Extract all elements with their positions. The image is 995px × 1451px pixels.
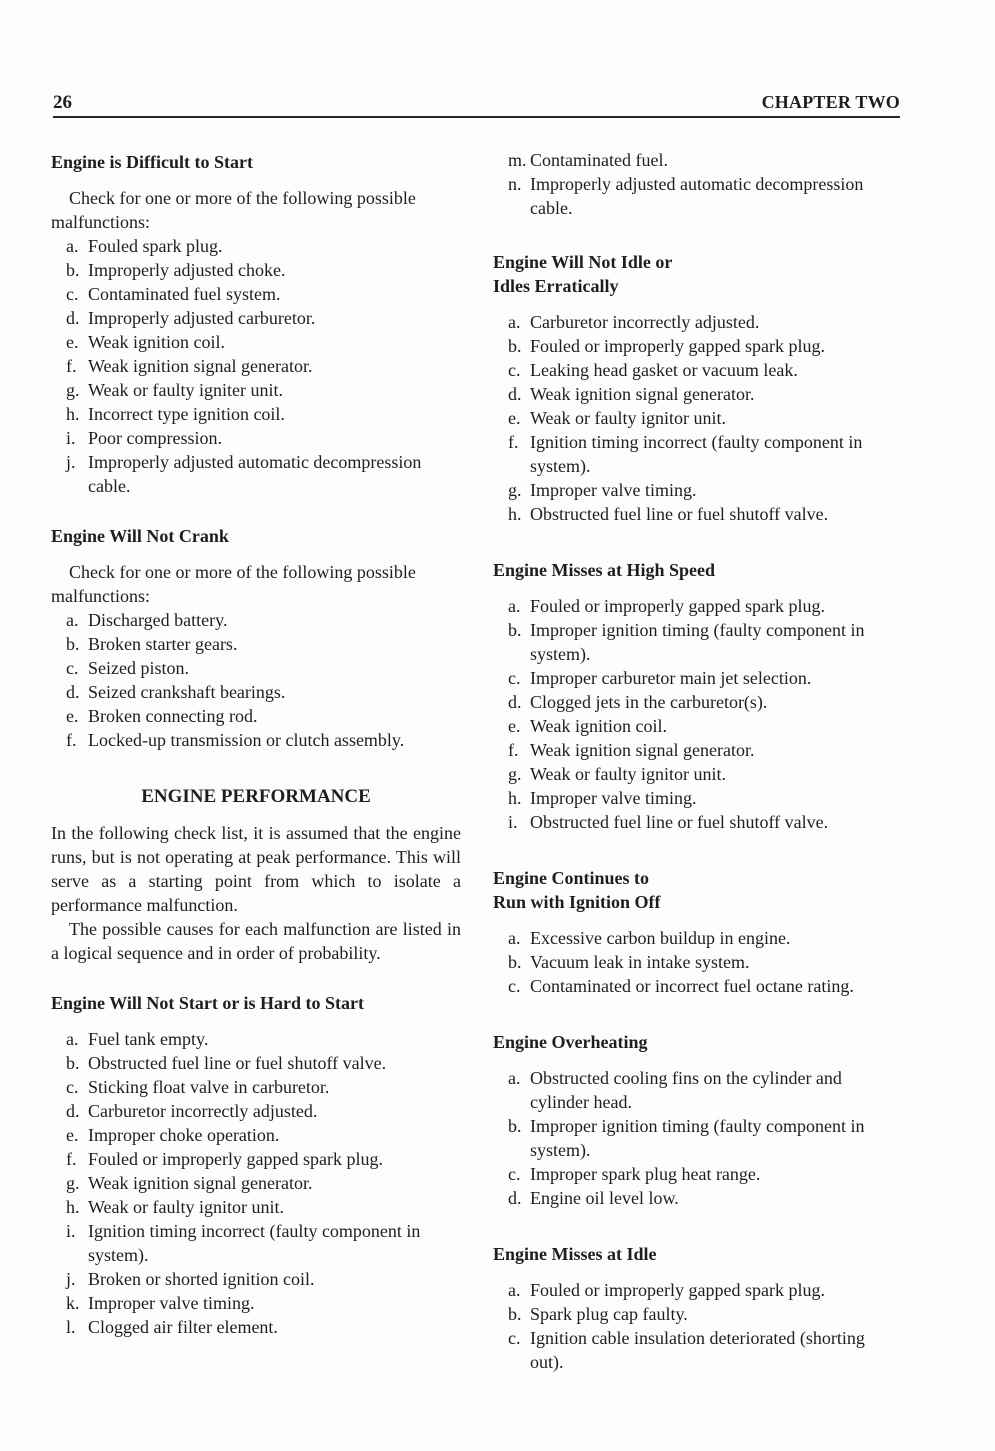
list-item (493, 714, 901, 738)
section-heading-engine-performance: ENGINE PERFORMANCE (141, 786, 371, 807)
list-item (51, 1267, 461, 1291)
list-misses-at-idle (493, 1278, 901, 1374)
list-item-text: Engine oil level low. (530, 1188, 679, 1208)
list-item-text: Broken starter gears. (88, 634, 238, 654)
list-item (51, 330, 461, 354)
list-item (493, 502, 901, 526)
list-item-marker: h. (66, 404, 80, 424)
list-item (51, 632, 461, 656)
list-item-text: Sticking float valve in carburetor. (88, 1077, 330, 1097)
list-item (493, 1114, 901, 1162)
list-item-text: Contaminated or incorrect fuel octane rating. (530, 976, 854, 996)
list-item-text: Fuel tank empty. (88, 1029, 209, 1049)
list-item (51, 1171, 461, 1195)
list-item-text: Improperly adjusted choke. (88, 260, 286, 280)
list-item (51, 1123, 461, 1147)
list-item-text: Excessive carbon buildup in engine. (530, 928, 791, 948)
list-item-text: Poor compression. (88, 428, 222, 448)
heading-line: Engine Continues to (493, 868, 650, 888)
list-item-text: Improper valve timing. (530, 480, 697, 500)
list-difficult-start (51, 234, 461, 498)
heading-line: Run with Ignition Off (493, 892, 661, 912)
list-item-marker: c. (508, 1164, 521, 1184)
right-column (493, 150, 901, 1374)
list-item-marker: c. (508, 360, 521, 380)
list-item (493, 382, 901, 406)
list-item (51, 258, 461, 282)
chapter-title: CHAPTER TWO (761, 92, 900, 112)
section-heading-hard-to-start: Engine Will Not Start or is Hard to Start (51, 993, 365, 1013)
list-item-marker: n. (508, 174, 522, 194)
list-item-marker: f. (66, 730, 77, 750)
list-item-text: Broken connecting rod. (88, 706, 258, 726)
list-item-text: Leaking head gasket or vacuum leak. (530, 360, 798, 380)
list-item-marker: i. (508, 812, 518, 832)
list-item (51, 426, 461, 450)
list-item-text: Contaminated fuel. (530, 150, 668, 170)
list-item-text: Weak ignition signal generator. (530, 740, 755, 760)
list-item-marker: c. (508, 1328, 521, 1348)
list-item-marker: f. (66, 356, 77, 376)
list-item (493, 762, 901, 786)
list-item-text: Broken or shorted ignition coil. (88, 1269, 315, 1289)
list-item-text: Weak ignition coil. (88, 332, 226, 352)
left-column (51, 150, 461, 1339)
list-item-text: Fouled or improperly gapped spark plug. (530, 336, 825, 356)
list-item (493, 950, 901, 974)
list-item (51, 1219, 461, 1267)
list-item-marker: b. (508, 336, 522, 356)
list-item-text: Improper carburetor main jet selection. (530, 668, 812, 688)
list-item-text: Weak or faulty ignitor unit. (530, 408, 727, 428)
list-item-text: Ignition timing incorrect (faulty component in system). (530, 432, 863, 476)
list-item-text: Improper valve timing. (88, 1293, 255, 1313)
page-header (53, 90, 900, 118)
list-item (51, 1027, 461, 1051)
list-item-marker: d. (66, 308, 80, 328)
list-item (51, 1147, 461, 1171)
list-item-marker: f. (508, 432, 519, 452)
list-item (51, 656, 461, 680)
list-item (493, 974, 901, 998)
list-item (51, 1291, 461, 1315)
list-will-not-crank (51, 608, 461, 752)
list-item-text: Ignition cable insulation deteriorated (shorting out). (530, 1328, 865, 1372)
list-item-marker: d. (508, 1188, 522, 1208)
list-item (493, 1066, 901, 1114)
list-hard-to-start (51, 1027, 461, 1339)
list-item-marker: h. (66, 1197, 80, 1217)
list-item (51, 402, 461, 426)
list-difficult-start-continued (493, 148, 901, 220)
list-item (51, 354, 461, 378)
list-item-marker: d. (508, 384, 522, 404)
list-item-marker: b. (66, 260, 80, 280)
section-heading-continues-to-run (493, 866, 901, 914)
list-item (493, 148, 901, 172)
list-item (51, 234, 461, 258)
performance-paragraph-1: In the following check list, it is assumed that the engine runs, but is not operating at peak performance. This will serve as a starting point from which to isolate a performance malfunction. (51, 823, 461, 915)
list-item-text: Clogged jets in the carburetor(s). (530, 692, 768, 712)
list-item-marker: c. (66, 1077, 79, 1097)
heading-line: Idles Erratically (493, 276, 619, 296)
list-item-text: Locked-up transmission or clutch assembly. (88, 730, 405, 750)
list-item-marker: a. (508, 596, 521, 616)
list-item (51, 378, 461, 402)
list-item (493, 810, 901, 834)
list-item-text: Obstructed fuel line or fuel shutoff valve. (530, 504, 829, 524)
list-item-marker: b. (66, 634, 80, 654)
list-item-text: Fouled or improperly gapped spark plug. (88, 1149, 383, 1169)
list-item-marker: e. (66, 706, 79, 726)
list-item-text: Obstructed cooling fins on the cylinder and cylinder head. (530, 1068, 842, 1112)
list-item-marker: d. (66, 1101, 80, 1121)
list-item-marker: a. (508, 1068, 521, 1088)
list-item (51, 282, 461, 306)
list-item (493, 1186, 901, 1210)
list-item-text: Weak or faulty igniter unit. (88, 380, 283, 400)
list-item-marker: f. (66, 1149, 77, 1169)
list-item-text: Seized crankshaft bearings. (88, 682, 286, 702)
list-item-marker: g. (66, 1173, 80, 1193)
list-item (493, 358, 901, 382)
list-item (51, 1075, 461, 1099)
list-item-marker: c. (508, 668, 521, 688)
list-item-text: Discharged battery. (88, 610, 228, 630)
list-item (493, 172, 901, 220)
list-item-marker: a. (66, 1029, 79, 1049)
list-item (493, 1302, 901, 1326)
list-item (493, 738, 901, 762)
list-item-text: Incorrect type ignition coil. (88, 404, 285, 424)
list-item-marker: a. (508, 312, 521, 332)
list-item-text: Fouled or improperly gapped spark plug. (530, 596, 825, 616)
list-item (493, 594, 901, 618)
list-item (493, 690, 901, 714)
list-item-text: Contaminated fuel system. (88, 284, 281, 304)
section-intro: Check for one or more of the following possible malfunctions: (51, 562, 416, 606)
list-item-marker: a. (66, 610, 79, 630)
section-heading-misses-high-speed: Engine Misses at High Speed (493, 560, 716, 580)
list-item-text: Improper valve timing. (530, 788, 697, 808)
list-item-marker: a. (508, 1280, 521, 1300)
list-item-text: Improper spark plug heat range. (530, 1164, 761, 1184)
list-item-marker: b. (508, 952, 522, 972)
section-heading-will-not-crank: Engine Will Not Crank (51, 526, 229, 546)
list-item (493, 310, 901, 334)
list-item-marker: e. (508, 408, 521, 428)
section-heading-misses-at-idle: Engine Misses at Idle (493, 1244, 657, 1264)
list-item-marker: j. (66, 1269, 76, 1289)
list-item (493, 666, 901, 690)
list-item-marker: i. (66, 428, 76, 448)
list-item-marker: e. (66, 332, 79, 352)
list-item (493, 430, 901, 478)
list-item-marker: a. (508, 928, 521, 948)
list-item-marker: h. (508, 788, 522, 808)
list-item-marker: g. (508, 480, 522, 500)
list-item-marker: j. (66, 452, 76, 472)
list-item-marker: d. (508, 692, 522, 712)
list-item-marker: f. (508, 740, 519, 760)
list-item-text: Fouled spark plug. (88, 236, 223, 256)
list-item-text: Weak or faulty ignitor unit. (88, 1197, 285, 1217)
list-item-text: Improperly adjusted automatic decompression cable. (530, 174, 864, 218)
list-item-marker: e. (66, 1125, 79, 1145)
list-item-marker: h. (508, 504, 522, 524)
list-item-marker: g. (508, 764, 522, 784)
list-misses-high-speed (493, 594, 901, 834)
list-item (493, 926, 901, 950)
list-item-marker: m. (508, 150, 527, 170)
list-item-marker: c. (508, 976, 521, 996)
list-item (51, 1315, 461, 1339)
list-item-text: Improper choke operation. (88, 1125, 280, 1145)
list-item (493, 334, 901, 358)
list-item-marker: b. (508, 620, 522, 640)
list-item-marker: b. (66, 1053, 80, 1073)
list-item-text: Obstructed fuel line or fuel shutoff valve. (88, 1053, 387, 1073)
heading-line: Engine Will Not Idle or (493, 252, 673, 272)
list-continues-to-run (493, 926, 901, 998)
section-heading-will-not-idle (493, 250, 901, 298)
list-item (493, 618, 901, 666)
list-will-not-idle (493, 310, 901, 526)
list-item-text: Clogged air filter element. (88, 1317, 278, 1337)
page-number: 26 (53, 92, 72, 113)
list-item-text: Improper ignition timing (faulty component in system). (530, 1116, 865, 1160)
list-item-text: Weak ignition signal generator. (88, 1173, 313, 1193)
list-item-text: Weak ignition signal generator. (530, 384, 755, 404)
list-item-text: Weak ignition coil. (530, 716, 668, 736)
list-item (51, 450, 461, 498)
list-item (51, 1195, 461, 1219)
list-item (493, 786, 901, 810)
list-item-marker: l. (66, 1317, 76, 1337)
list-item-text: Obstructed fuel line or fuel shutoff valve. (530, 812, 829, 832)
list-item (493, 1326, 901, 1374)
list-item-text: Improperly adjusted automatic decompression cable. (88, 452, 422, 496)
list-item-marker: c. (66, 284, 79, 304)
list-item (493, 1278, 901, 1302)
list-item-marker: k. (66, 1293, 80, 1313)
list-item-marker: e. (508, 716, 521, 736)
list-item-marker: b. (508, 1304, 522, 1324)
list-item-text: Improper ignition timing (faulty component in system). (530, 620, 865, 664)
section-intro: Check for one or more of the following possible malfunctions: (51, 188, 416, 232)
list-item (51, 728, 461, 752)
list-item-marker: g. (66, 380, 80, 400)
list-item-text: Carburetor incorrectly adjusted. (88, 1101, 318, 1121)
list-item-marker: a. (66, 236, 79, 256)
list-item (51, 1099, 461, 1123)
list-item (493, 406, 901, 430)
list-item-marker: d. (66, 682, 80, 702)
list-item (493, 1162, 901, 1186)
list-item (51, 306, 461, 330)
list-item-text: Vacuum leak in intake system. (530, 952, 750, 972)
list-item (51, 680, 461, 704)
list-item-text: Improperly adjusted carburetor. (88, 308, 316, 328)
list-item-text: Seized piston. (88, 658, 189, 678)
list-item-text: Fouled or improperly gapped spark plug. (530, 1280, 825, 1300)
list-item-text: Weak ignition signal generator. (88, 356, 313, 376)
section-heading-difficult-start: Engine is Difficult to Start (51, 152, 253, 172)
list-item-marker: b. (508, 1116, 522, 1136)
list-item (493, 478, 901, 502)
list-item-marker: c. (66, 658, 79, 678)
list-item-text: Carburetor incorrectly adjusted. (530, 312, 760, 332)
list-item-text: Ignition timing incorrect (faulty component in system). (88, 1221, 421, 1265)
list-item (51, 608, 461, 632)
list-item-marker: i. (66, 1221, 76, 1241)
list-overheating (493, 1066, 901, 1210)
list-item-text: Spark plug cap faulty. (530, 1304, 688, 1324)
list-item-text: Weak or faulty ignitor unit. (530, 764, 727, 784)
performance-paragraph-2: The possible causes for each malfunction are listed in a logical sequence and in order of probability. (51, 919, 461, 963)
list-item (51, 704, 461, 728)
section-heading-overheating: Engine Overheating (493, 1032, 648, 1052)
list-item (51, 1051, 461, 1075)
